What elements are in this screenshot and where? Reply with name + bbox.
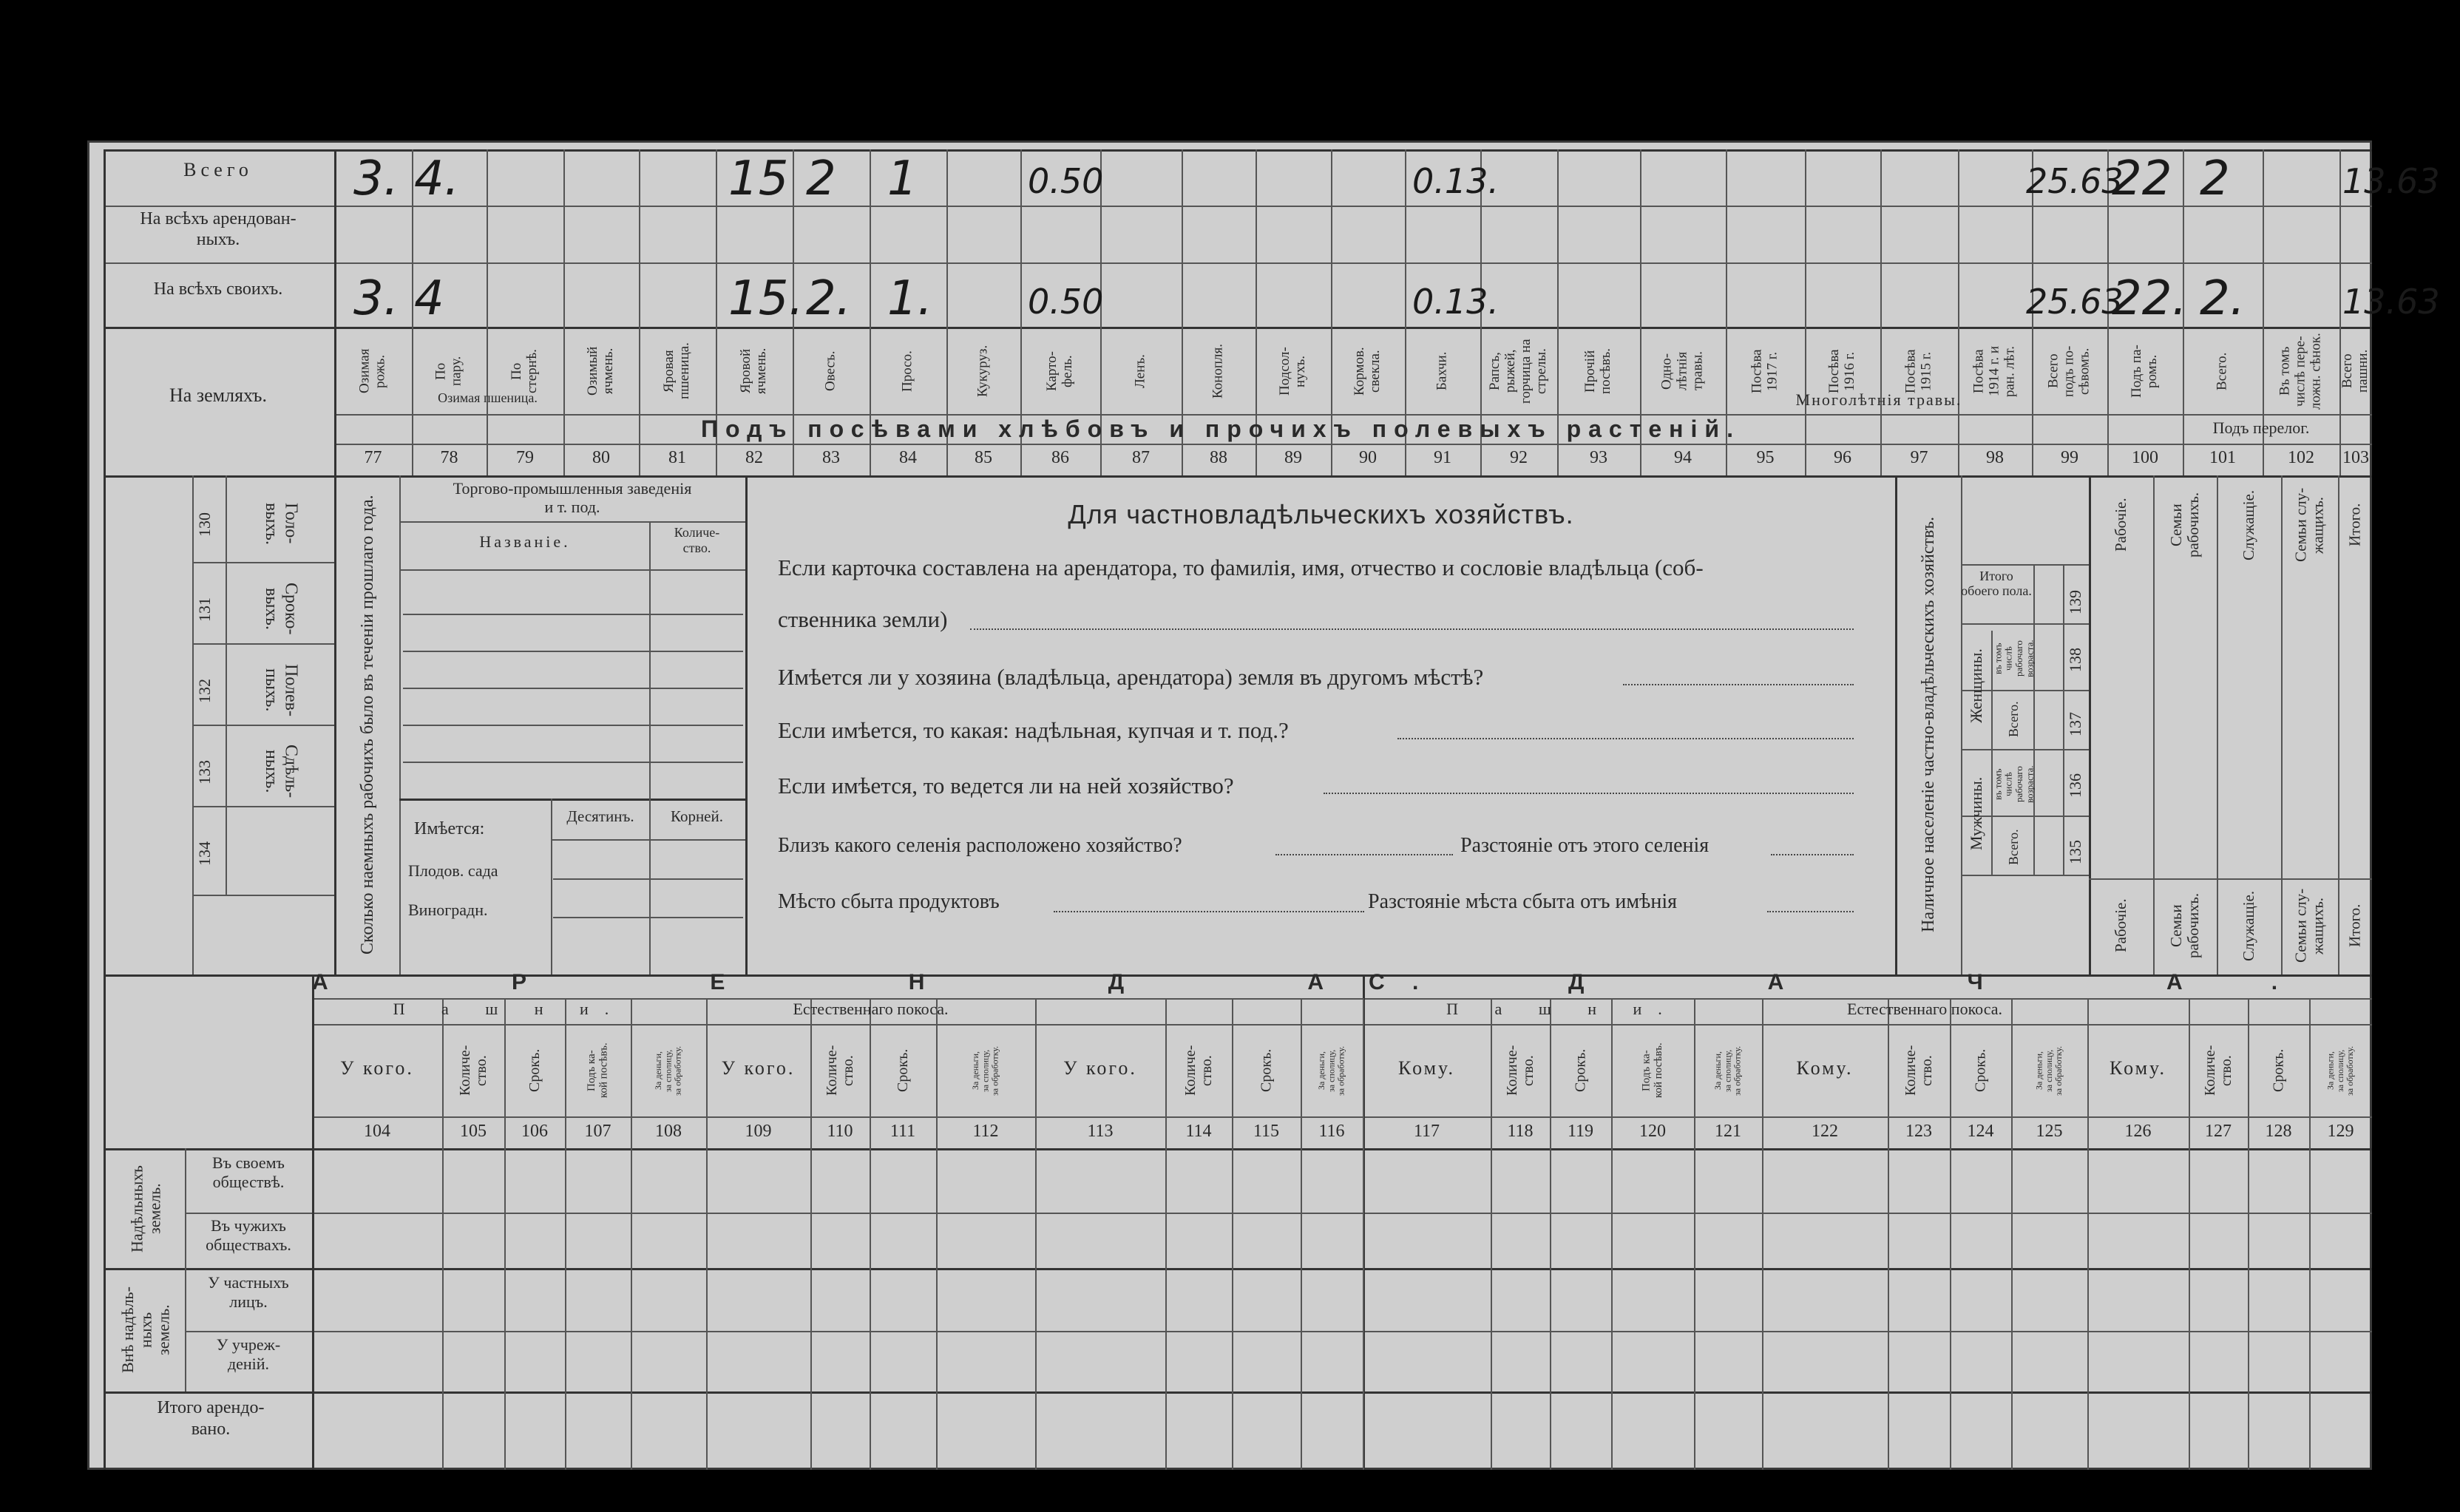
rule-h: [1961, 564, 2089, 566]
column-header: Конопля.: [1210, 343, 1226, 399]
rule-v: [504, 998, 506, 1470]
livestock-label: Сроко- выхъ.: [262, 582, 301, 635]
bottom-column-number: 110: [827, 1122, 853, 1141]
rule-v: [2011, 998, 2013, 1470]
right-col-header-bottom: Семьи слу- жащихъ.: [2291, 888, 2327, 963]
desyat-header: Десятинъ.: [566, 807, 634, 825]
column-number: 95: [1756, 448, 1775, 467]
bottom-column-number: 129: [2327, 1122, 2354, 1141]
bottom-column-number: 112: [972, 1122, 999, 1141]
bottom-column-number: 126: [2124, 1122, 2152, 1141]
rule-h: [312, 1024, 2372, 1025]
livestock-label: Сдѣль- ныхъ.: [262, 744, 301, 799]
bottom-column-header: За деньги, за сполицу, за обработку.: [1712, 1045, 1743, 1096]
dots: [1324, 793, 1854, 794]
column-number: 84: [899, 448, 917, 467]
bottom-column-header: Срокъ.: [1572, 1048, 1589, 1093]
rule-h: [551, 839, 745, 841]
population-number: 139: [2066, 590, 2084, 615]
rule-h: [104, 475, 2372, 478]
row-label-total: Всего: [183, 159, 253, 180]
dots: [1767, 911, 1854, 912]
vineyard-label: Виноградн.: [408, 901, 488, 919]
column-header: По пару.: [433, 356, 464, 387]
handwritten-total: 1: [887, 152, 918, 206]
bottom-column-header: За деньги, за сполицу, за обработку.: [970, 1045, 1000, 1096]
rule-h: [185, 1213, 2372, 1214]
rule-v: [1611, 998, 1613, 1470]
column-number: 79: [516, 448, 534, 467]
rule-v: [1232, 998, 1233, 1470]
bottom-column-number: 121: [1715, 1122, 1741, 1141]
bottom-column-header: За деньги, за сполицу, за обработку.: [2325, 1045, 2356, 1096]
population-number: 136: [2066, 773, 2084, 799]
column-header: Всего.: [2214, 352, 2230, 390]
row-group-vne: Внѣ надѣль- ныхъ земель.: [118, 1286, 173, 1374]
bottom-column-number: 108: [655, 1122, 682, 1141]
column-header: Посѣва 1915 г.: [1902, 349, 1934, 393]
column-number: 102: [2288, 448, 2314, 467]
men-label: Мужчины.: [1966, 776, 1985, 850]
rule-v: [399, 475, 401, 974]
column-number: 87: [1132, 448, 1150, 467]
subheader-ozimaya-wheat: Озимая пшеница.: [438, 390, 538, 405]
rule-v: [631, 998, 632, 1470]
column-header: Озимая рожь.: [356, 348, 388, 394]
handwritten-own: 1.: [887, 271, 933, 326]
column-header: Всего подъ по- сѣвомъ.: [2045, 345, 2093, 397]
rule-v: [334, 475, 336, 974]
bottom-column-number: 122: [1812, 1122, 1838, 1141]
question-managed: Если имѣется, то ведется ли на ней хозяйство?: [778, 773, 1234, 799]
rule-v: [745, 475, 748, 974]
rule-h: [403, 651, 743, 652]
handwritten-total: 4.: [414, 152, 460, 206]
column-number: 90: [1359, 448, 1377, 467]
handwritten-own: 25.63: [2026, 282, 2124, 322]
handwritten-total: 22: [2112, 152, 2172, 206]
rule-v: [104, 475, 106, 974]
bottom-column-number: 128: [2265, 1122, 2292, 1141]
subgroup-header: Естественнаго покоса.: [793, 1000, 949, 1018]
bottom-column-header: За деньги, за сполицу, за обработку.: [2033, 1045, 2064, 1096]
subheader-perennial: Многолѣтнiя травы.: [1795, 390, 1962, 409]
bottom-column-header: Количе- ство.: [1902, 1045, 1935, 1096]
has-label: Имѣется:: [414, 819, 485, 838]
livestock-number: 130: [195, 512, 214, 538]
arenda-band: А Р Е Н Д А.: [312, 970, 1508, 994]
handwritten-total: 2: [2200, 152, 2230, 206]
column-number: 89: [1284, 448, 1302, 467]
question-distance-market: Разстоянiе мѣста сбыта отъ имѣнiя: [1368, 890, 1677, 913]
handwritten-total: 13.63: [2342, 161, 2440, 201]
bottom-column-number: 117: [1413, 1122, 1440, 1141]
bottom-column-number: 109: [745, 1122, 772, 1141]
workers-question: Сколько наемныхъ рабочихъ было въ теченiи прошлаго года.: [357, 495, 377, 955]
bottom-column-number: 118: [1507, 1122, 1534, 1141]
column-number: 97: [1910, 448, 1928, 467]
bottom-column-header: За деньги, за сполицу, за обработку.: [1316, 1045, 1346, 1096]
handwritten-total: 15: [728, 152, 789, 206]
handwritten-total: 0.50: [1028, 161, 1104, 201]
column-header: Яровая пшеница.: [661, 342, 692, 400]
column-header: Прочiй посѣвъ.: [1582, 348, 1613, 394]
column-number: 98: [1986, 448, 2004, 467]
question-market: Мѣсто сбыта продуктовъ: [778, 890, 1000, 913]
right-col-header-bottom: Итого.: [2345, 904, 2364, 948]
rule-h: [104, 1391, 2372, 1394]
rule-h: [104, 1268, 2372, 1270]
question-distance-village: Разстоянiе отъ этого селенiя: [1460, 834, 1710, 857]
bottom-column-number: 124: [1967, 1122, 1994, 1141]
handwritten-own: 3.: [353, 271, 399, 326]
men-working: въ томъ числѣ рабочаго возраста.: [1992, 765, 2036, 803]
column-number: 91: [1434, 448, 1451, 467]
trade-title: Торгово-промышленныя заведенiя и т. под.: [453, 479, 692, 517]
right-col-header-top: Служащiе.: [2239, 489, 2257, 560]
bottom-column-number: 114: [1185, 1122, 1212, 1141]
subgroup-header: Естественнаго покоса.: [1846, 1000, 2002, 1018]
rule-v: [870, 998, 871, 1470]
rule-h: [403, 762, 743, 763]
bottom-column-header: Количе- ство.: [824, 1045, 856, 1096]
bottom-column-number: 111: [890, 1122, 916, 1141]
bottom-column-header: Кому.: [2110, 1057, 2166, 1079]
orchard-label: Плодов. сада: [408, 861, 498, 880]
column-header: Овесъ.: [822, 350, 838, 392]
bottom-column-header: Количе- ство.: [1182, 1045, 1215, 1096]
rule-v: [226, 475, 227, 895]
rule-h: [104, 1148, 2372, 1150]
row-group-nadel: Надѣльныхъ земель.: [127, 1165, 164, 1252]
rule-h: [403, 688, 743, 689]
column-number: 101: [2209, 448, 2236, 467]
rule-h: [399, 521, 745, 523]
column-number: 103: [2342, 448, 2369, 467]
column-header: Кормов. свекла.: [1352, 347, 1383, 396]
right-col-header-top: Семьи слу- жащихъ.: [2291, 487, 2327, 563]
bottom-column-number: 123: [1905, 1122, 1932, 1141]
bottom-column-header: Кому.: [1796, 1057, 1854, 1079]
column-number: 81: [668, 448, 686, 467]
dots: [1771, 854, 1854, 855]
question-land-type: Если имѣется, то какая: надѣльная, купчая и т. под.?: [778, 717, 1289, 743]
population-label: Наличное населенiе частно-владѣльческихъ хозяйствъ.: [1918, 516, 1938, 933]
bottom-column-number: 127: [2205, 1122, 2232, 1141]
bottom-column-header: Срокъ.: [1972, 1048, 1989, 1093]
rule-h: [399, 569, 745, 571]
question-other-land: Имѣется ли у хозяина (владѣльца, арендатора) земля въ другомъ мѣстѣ?: [778, 664, 1484, 690]
bottom-column-number: 125: [2036, 1122, 2063, 1141]
handwritten-own: 4: [414, 271, 444, 326]
bottom-column-header: Срокъ.: [526, 1048, 543, 1093]
rule-v: [1961, 475, 1962, 974]
row-private: У частныхъ лицъ.: [208, 1273, 289, 1312]
rule-h: [399, 799, 745, 801]
rule-v: [810, 998, 812, 1470]
rule-v: [2189, 998, 2190, 1470]
rule-h: [312, 1116, 2372, 1118]
right-col-header-bottom: Служащiе.: [2239, 890, 2257, 961]
bottom-column-header: Подъ ка- кой посѣвъ.: [586, 1043, 610, 1099]
rule-v: [1301, 998, 1302, 1470]
bottom-column-header: Количе- ство.: [2202, 1045, 2234, 1096]
column-header: Ленъ.: [1132, 354, 1148, 388]
rule-v: [2281, 475, 2283, 974]
population-number: 138: [2066, 648, 2084, 673]
population-number: 135: [2066, 840, 2084, 865]
column-header: Бахчи.: [1434, 351, 1450, 391]
roots-header: Корней.: [670, 807, 723, 825]
rule-v: [1165, 998, 1167, 1470]
dots: [970, 628, 1854, 630]
rule-v: [2217, 475, 2218, 974]
rule-v: [1694, 998, 1695, 1470]
column-number: 82: [745, 448, 763, 467]
rule-h: [553, 878, 743, 880]
women-total: Всего.: [2006, 701, 2022, 737]
column-number: 83: [822, 448, 840, 467]
question-owner: Если карточка составлена на арендатора, то фамилiя, имя, отчество и сословiе владѣльца (соб-: [778, 555, 1704, 580]
bottom-column-header: У кого.: [721, 1057, 796, 1079]
rule-v: [104, 149, 106, 475]
bottom-column-header: Срокъ.: [1258, 1048, 1275, 1093]
column-header: Посѣва 1917 г.: [1749, 349, 1780, 393]
right-col-header-top: Рабочiе.: [2111, 498, 2129, 552]
livestock-number: 131: [195, 597, 214, 623]
bottom-column-number: 107: [584, 1122, 611, 1141]
rule-v: [2338, 475, 2339, 974]
rule-v: [1888, 998, 1889, 1470]
rule-v: [565, 998, 566, 1470]
column-number: 94: [1674, 448, 1692, 467]
men-total: Всего.: [2006, 829, 2022, 865]
women-working: въ томъ числѣ рабочаго возраста.: [1992, 640, 2036, 677]
rule-v: [551, 799, 552, 974]
rule-v: [1950, 998, 1951, 1470]
bottom-column-header: За деньги, за сполицу, за обработку.: [653, 1045, 683, 1096]
row-institutions: У учреж- денiй.: [216, 1335, 281, 1374]
column-header: Подсол- нухъ.: [1277, 347, 1308, 396]
column-number: 85: [975, 448, 992, 467]
handwritten-total: 0.13.: [1412, 161, 1500, 201]
column-header: Всего пашни.: [2339, 349, 2371, 393]
population-number: 137: [2066, 712, 2084, 737]
column-number: 88: [1210, 448, 1227, 467]
question-near-village: Близъ какого селенiя расположено хозяйство?: [778, 834, 1182, 857]
handwritten-own: 22.: [2112, 271, 2187, 326]
subheader-fallow: Подъ перелог.: [2212, 418, 2310, 437]
rule-h: [403, 614, 743, 615]
rule-v: [1491, 998, 1492, 1470]
column-header: Одно- лѣтнiя травы.: [1658, 351, 1706, 391]
row-own-community: Въ своемъ обществѣ.: [212, 1153, 285, 1192]
column-header: Яровой ячмень.: [738, 348, 769, 395]
column-number: 92: [1510, 448, 1528, 467]
rule-h: [553, 917, 743, 918]
handwritten-own: 15.: [728, 271, 804, 326]
livestock-number: 132: [195, 679, 214, 704]
column-number: 96: [1834, 448, 1851, 467]
rule-h: [185, 1331, 2372, 1332]
bottom-column-number: 115: [1253, 1122, 1280, 1141]
rule-v: [2089, 475, 2091, 974]
rule-v: [649, 521, 651, 799]
bottom-column-number: 105: [460, 1122, 487, 1141]
bottom-column-number: 116: [1318, 1122, 1345, 1141]
rule-h: [403, 725, 743, 726]
row-label-own: На всѣхъ своихъ.: [153, 279, 283, 299]
rule-v: [1895, 475, 1897, 974]
bottom-column-header: Подъ ка- кой посѣвъ.: [1640, 1043, 1664, 1099]
column-header: Озимый ячмень.: [585, 346, 616, 396]
column-header: Въ томъ числѣ пере- ложн. сѣнок.: [2277, 333, 2324, 410]
livestock-label: Полев- пыхъ.: [262, 663, 301, 716]
rule-v: [936, 998, 938, 1470]
column-header: По стернѣ.: [509, 349, 540, 393]
handwritten-own: 0.13.: [1412, 282, 1500, 322]
rule-v: [2153, 475, 2155, 974]
right-col-header-top: Семьи рабочихъ.: [2166, 492, 2202, 558]
bottom-column-header: Срокъ.: [895, 1048, 911, 1093]
trade-name-header: Названiе.: [479, 532, 571, 551]
handwritten-own: 2.: [2200, 271, 2246, 326]
right-col-header-bottom: Семьи рабочихъ.: [2166, 892, 2202, 959]
rule-v: [2309, 998, 2311, 1470]
livestock-number: 133: [195, 760, 214, 785]
rule-v: [312, 974, 314, 1470]
handwritten-own: 0.50: [1028, 282, 1104, 322]
column-number: 99: [2061, 448, 2078, 467]
dots: [1623, 684, 1854, 685]
column-header: Просо.: [899, 350, 915, 392]
column-number: 77: [364, 448, 382, 467]
handwritten-total: 2: [806, 152, 836, 206]
bottom-column-number: 119: [1567, 1122, 1594, 1141]
sdacha-band: С Д А Ч А.: [1368, 970, 2367, 994]
bottom-column-header: Кому.: [1398, 1057, 1455, 1079]
row-total-rented: Итого арендо- вано.: [157, 1398, 265, 1439]
column-header: Подъ па- ромъ.: [2129, 345, 2160, 398]
bottom-column-header: У кого.: [340, 1057, 414, 1079]
bottom-column-header: Срокъ.: [2270, 1048, 2287, 1093]
column-number: 86: [1051, 448, 1069, 467]
bottom-column-header: Количе- ство.: [1504, 1045, 1536, 1096]
both-total: Итого обоего пола.: [1961, 569, 2032, 598]
dots: [1275, 854, 1453, 855]
column-header: Карто- фель.: [1044, 351, 1075, 391]
question-owner-cont: ственника земли): [778, 606, 948, 632]
column-header: Рапсъ, рыжей, горчица на стрелы.: [1487, 339, 1549, 404]
bottom-column-header: Количе- ство.: [457, 1045, 489, 1096]
row-label-rented: На всѣхъ арендован- ныхъ.: [140, 209, 297, 249]
bottom-column-header: У кого.: [1063, 1057, 1137, 1079]
bottom-column-number: 120: [1639, 1122, 1666, 1141]
column-header: Посѣва 1916 г.: [1826, 349, 1857, 393]
handwritten-total: 3.: [353, 152, 399, 206]
livestock-number: 134: [195, 841, 214, 867]
rule-v: [2063, 564, 2064, 875]
rule-h: [192, 562, 334, 563]
private-title: Для частновладѣльческихъ хозяйствъ.: [1068, 499, 1574, 529]
row-label-lands: На земляхъ.: [169, 384, 267, 406]
livestock-label: Голо- выхъ.: [262, 502, 301, 545]
bottom-column-number: 113: [1087, 1122, 1114, 1141]
rule-h: [192, 895, 334, 896]
handwritten-total: 25.63: [2026, 161, 2124, 201]
bottom-column-number: 104: [364, 1122, 390, 1141]
trade-qty-header: Количе- ство.: [674, 525, 720, 555]
column-number: 100: [2132, 448, 2158, 467]
dots: [1397, 738, 1854, 739]
handwritten-own: 13.63: [2342, 282, 2440, 322]
rule-v: [442, 998, 444, 1470]
column-number: 78: [440, 448, 458, 467]
right-col-header-bottom: Рабочiе.: [2111, 898, 2129, 953]
band-under-crops: Подъ посѣвами хлѣбовъ и прочихъ полевыхъ растенiй.: [701, 416, 1741, 442]
rule-v: [1550, 998, 1551, 1470]
column-header: Кукуруз.: [975, 345, 991, 398]
rule-v: [104, 974, 106, 1470]
column-header: Посѣва 1914 г. и ран. лѣт.: [1971, 345, 2018, 397]
subgroup-header: П а ш н и.: [1446, 1000, 1678, 1018]
subgroup-header: П а ш н и.: [393, 1000, 626, 1018]
column-number: 80: [592, 448, 610, 467]
rule-h: [2089, 878, 2372, 880]
row-other-community: Въ чужихъ обществахъ.: [206, 1216, 291, 1255]
handwritten-own: 2.: [806, 271, 852, 326]
right-col-header-top: Итого.: [2345, 503, 2364, 547]
column-number: 93: [1590, 448, 1607, 467]
dots: [1054, 911, 1364, 912]
rule-v: [2033, 564, 2035, 875]
bottom-column-number: 106: [521, 1122, 548, 1141]
rule-v: [2339, 149, 2341, 475]
women-label: Женщины.: [1966, 648, 1985, 724]
rule-v: [2248, 998, 2249, 1470]
